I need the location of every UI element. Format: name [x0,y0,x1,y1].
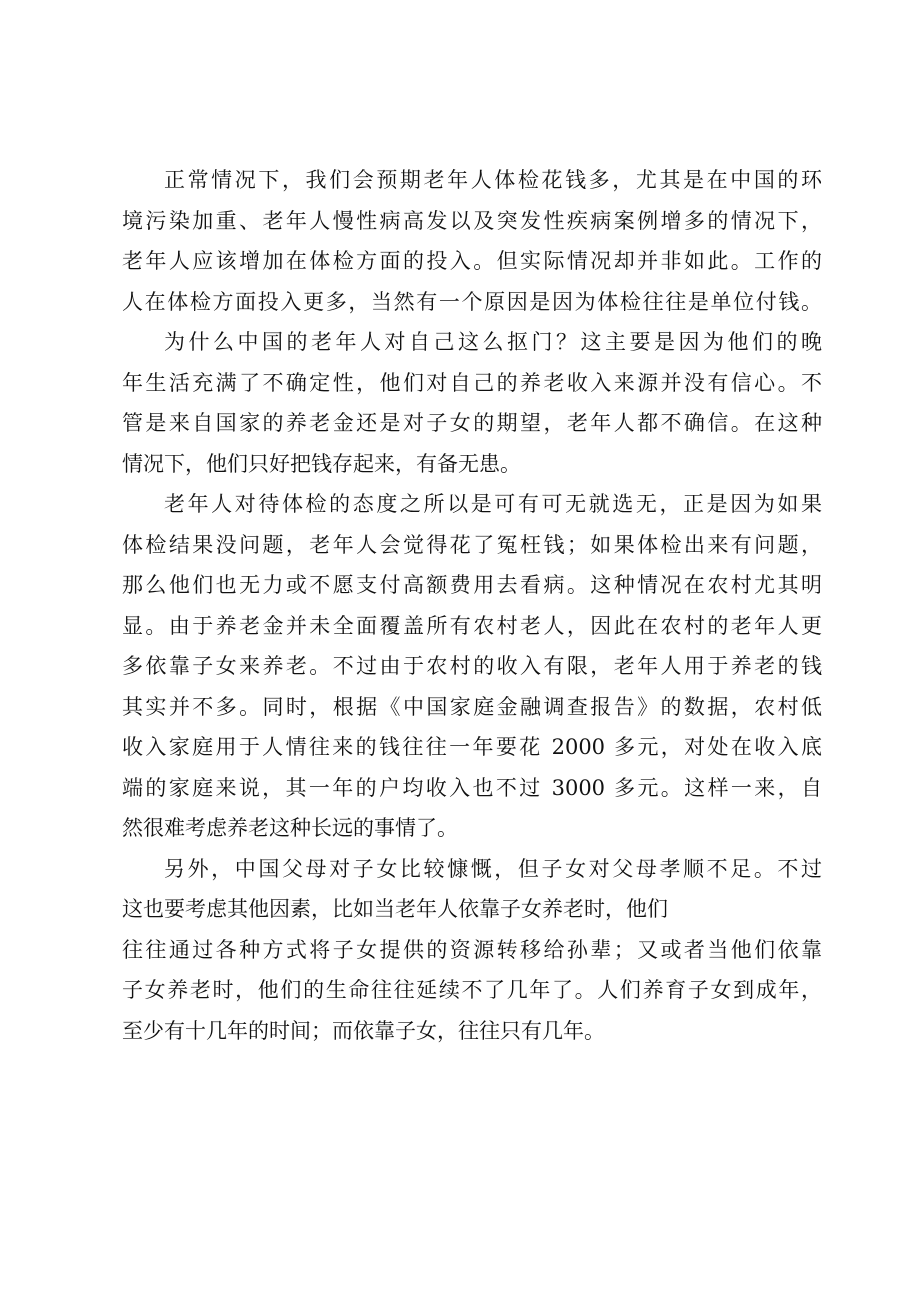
text-line: 情况下，他们只好把钱存起来，有备无患。 [122,451,521,476]
text-line: 那么他们也无力或不愿支付高额费用去看病。这种情况在农村尤其明 [122,573,822,597]
text-line: 体检结果没问题，老年人会觉得花了冤枉钱；如果体检出来有问题， [122,532,822,557]
text-line: 显。由于养老金并未全面覆盖所有农村老人，因此在农村的老年人更 [122,613,822,638]
text-line: 子女养老时，他们的生命往往延续不了几年了。人们养育子女到成年， [122,978,822,1002]
text-line: 境污染加重、老年人慢性病高发以及突发性疾病案例增多的情况下， [122,208,822,233]
document-body [122,160,822,1051]
paragraph-health-check-spending [122,160,822,322]
text-line: 老年人对待体检的态度之所以是可有可无就选无，正是因为如果 [164,492,822,516]
text-line: 另外，中国父母对子女比较慷慨，但子女对父母孝顺不足。不过 [164,856,822,881]
text-line: 这也要考虑其他因素，比如当老年人依靠子女养老时，他们 [122,897,668,921]
text-line: 老年人应该增加在体检方面的投入。但实际情况却并非如此。工作的 [122,249,822,273]
text-line: 正常情况下，我们会预期老年人体检花钱多，尤其是在中国的环 [164,168,822,192]
text-line: 管是来自国家的养老金还是对子女的期望，老年人都不确信。在这种 [122,411,822,435]
paragraph-filial-support [122,849,822,1052]
paragraph-rural-elderly [122,484,822,849]
text-line: 年生活充满了不确定性，他们对自己的养老收入来源并没有信心。不 [122,370,822,395]
text-line: 至少有十几年的时间；而依靠子女，往往只有几年。 [122,1018,605,1043]
text-line: 多依靠子女来养老。不过由于农村的收入有限，老年人用于养老的钱 [122,654,822,678]
text-line: 人在体检方面投入更多，当然有一个原因是因为体检往往是单位付钱。 [122,289,822,314]
text-line: 往往通过各种方式将子女提供的资源转移给孙辈；又或者当他们依靠 [122,937,822,962]
text-line: 收入家庭用于人情往来的钱往往一年要花 2000 多元，对处在收入底 [122,735,822,759]
paragraph-elderly-frugality [122,322,822,484]
text-line: 其实并不多。同时，根据《中国家庭金融调查报告》的数据，农村低 [122,694,822,719]
text-line: 为什么中国的老年人对自己这么抠门？这主要是因为他们的晚 [164,330,822,354]
text-line: 端的家庭来说，其一年的户均收入也不过 3000 多元。这样一来，自 [122,775,822,800]
text-line: 然很难考虑养老这种长远的事情了。 [122,816,458,840]
